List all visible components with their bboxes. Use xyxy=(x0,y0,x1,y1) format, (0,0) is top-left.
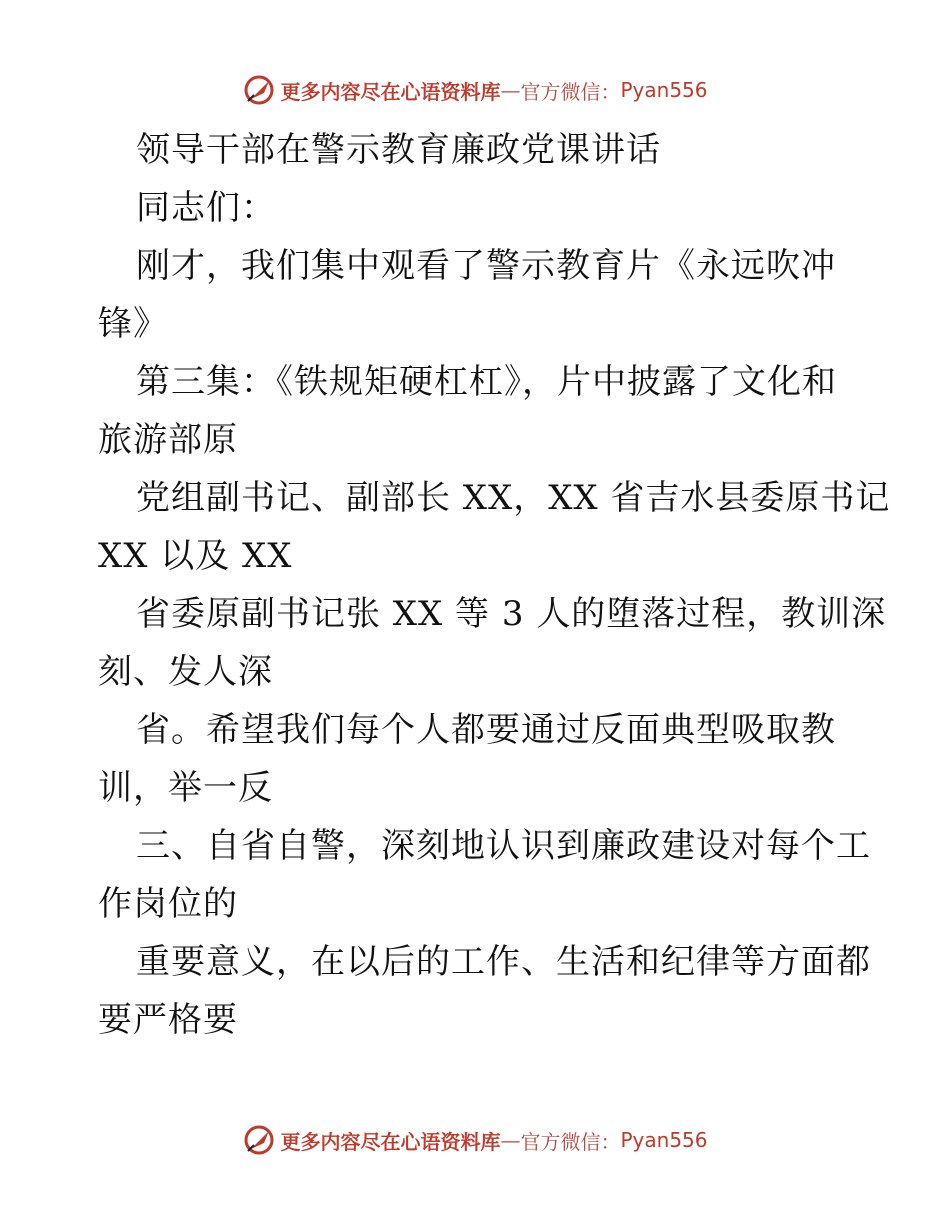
text-line: 重要意义，在以后的工作、生活和纪律等方面都 xyxy=(136,942,871,982)
banner-dash: — xyxy=(500,1128,521,1152)
text-line: 作岗位的 xyxy=(98,884,238,924)
banner-dash: — xyxy=(500,78,521,102)
text-line: 第三集：《铁规矩硬杠杠》，片中披露了文化和 xyxy=(136,362,837,402)
text-line: 要严格要 xyxy=(98,1000,238,1040)
banner-wechat-label: 官方微信： xyxy=(520,1129,621,1154)
doc-title: 领导干部在警示教育廉政党课讲话 xyxy=(136,130,661,170)
text-line: 省。希望我们每个人都要通过反面典型吸取教 xyxy=(136,710,836,750)
document-body xyxy=(98,121,891,1049)
banner-main-text: 更多内容尽在心语资料库 xyxy=(280,79,501,104)
text-line: XX 以及 XX xyxy=(98,536,293,576)
text-line: 刻、发人深 xyxy=(98,652,273,692)
banner-wechat-id: Pyan556 xyxy=(620,1128,708,1152)
text-line: 旅游部原 xyxy=(98,420,238,460)
banner-wechat-id: Pyan556 xyxy=(620,78,708,102)
header-banner xyxy=(0,68,950,112)
quill-logo-icon xyxy=(242,1123,276,1157)
text-line: 训，举一反 xyxy=(98,768,273,808)
text-line: 省委原副书记张 XX 等 3 人的堕落过程，教训深 xyxy=(136,594,887,634)
footer-banner xyxy=(0,1118,950,1162)
banner-main-text: 更多内容尽在心语资料库 xyxy=(280,1129,501,1154)
text-line: 党组副书记、副部长 XX，XX 省吉水县委原书记 xyxy=(136,478,891,518)
text-line: 锋》 xyxy=(98,304,168,344)
text-line: 三、自省自警，深刻地认识到廉政建设对每个工 xyxy=(136,826,871,866)
quill-logo-icon xyxy=(242,73,276,107)
text-line: 刚才，我们集中观看了警示教育片《永远吹冲 xyxy=(136,246,836,286)
text-line: 同志们： xyxy=(136,188,276,228)
banner-wechat-label: 官方微信： xyxy=(520,79,621,104)
